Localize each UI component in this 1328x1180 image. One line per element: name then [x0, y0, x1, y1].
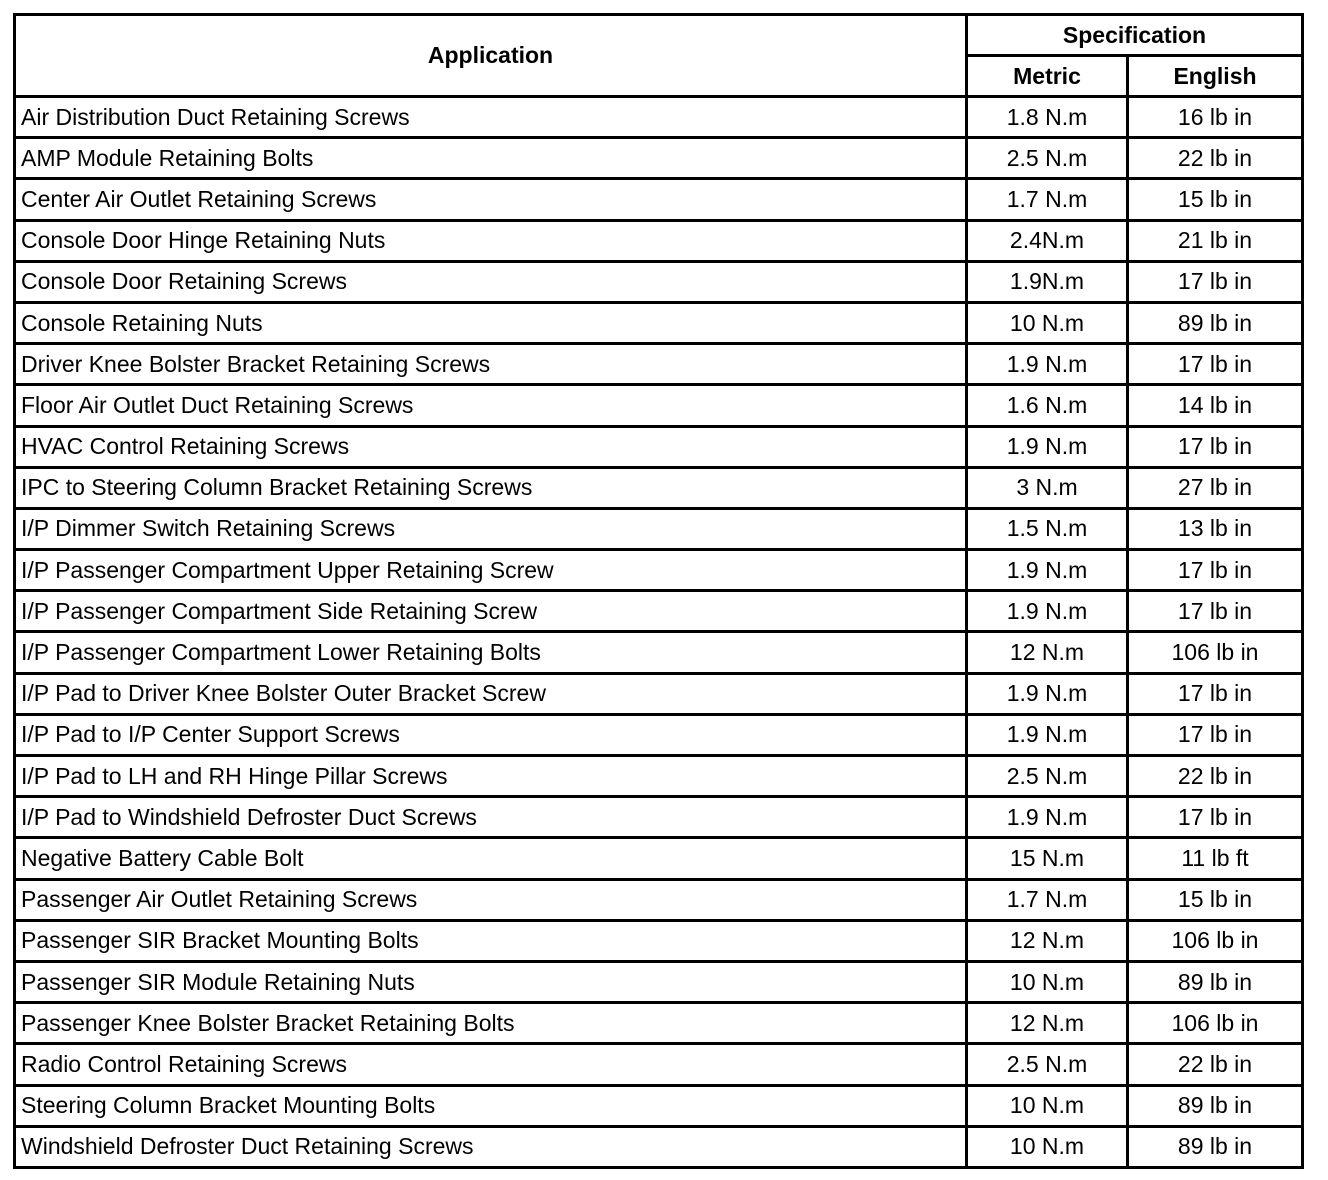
- metric-cell: 1.9N.m: [967, 261, 1128, 302]
- metric-cell: 2.4N.m: [967, 220, 1128, 261]
- application-cell: Passenger SIR Bracket Mounting Bolts: [15, 920, 967, 961]
- application-cell: Steering Column Bracket Mounting Bolts: [15, 1085, 967, 1126]
- english-cell: 16 lb in: [1128, 97, 1303, 138]
- english-cell: 17 lb in: [1128, 550, 1303, 591]
- metric-cell: 12 N.m: [967, 920, 1128, 961]
- english-cell: 89 lb in: [1128, 1126, 1303, 1167]
- metric-cell: 12 N.m: [967, 632, 1128, 673]
- english-cell: 15 lb in: [1128, 179, 1303, 220]
- metric-cell: 15 N.m: [967, 838, 1128, 879]
- english-cell: 22 lb in: [1128, 138, 1303, 179]
- english-cell: 106 lb in: [1128, 1003, 1303, 1044]
- application-cell: Console Door Hinge Retaining Nuts: [15, 220, 967, 261]
- table-row: [15, 179, 1303, 220]
- english-cell: 17 lb in: [1128, 714, 1303, 755]
- metric-cell: 1.8 N.m: [967, 97, 1128, 138]
- table-row: [15, 550, 1303, 591]
- metric-cell: 1.7 N.m: [967, 879, 1128, 920]
- table-row: [15, 467, 1303, 508]
- application-cell: Console Door Retaining Screws: [15, 261, 967, 302]
- table-row: [15, 961, 1303, 1002]
- metric-cell: 1.9 N.m: [967, 426, 1128, 467]
- application-cell: Radio Control Retaining Screws: [15, 1044, 967, 1085]
- metric-header: Metric: [967, 56, 1128, 97]
- metric-cell: 1.9 N.m: [967, 797, 1128, 838]
- metric-cell: 1.7 N.m: [967, 179, 1128, 220]
- table-row: [15, 97, 1303, 138]
- table-row: [15, 632, 1303, 673]
- table-row: [15, 1003, 1303, 1044]
- table-row: [15, 797, 1303, 838]
- table-row: [15, 261, 1303, 302]
- table-row: [15, 508, 1303, 549]
- metric-cell: 1.9 N.m: [967, 714, 1128, 755]
- application-cell: Floor Air Outlet Duct Retaining Screws: [15, 385, 967, 426]
- application-cell: I/P Pad to I/P Center Support Screws: [15, 714, 967, 755]
- specification-header: Specification: [967, 15, 1303, 56]
- application-cell: I/P Pad to Driver Knee Bolster Outer Bracket Screw: [15, 673, 967, 714]
- application-cell: HVAC Control Retaining Screws: [15, 426, 967, 467]
- english-cell: 17 lb in: [1128, 797, 1303, 838]
- application-cell: Passenger SIR Module Retaining Nuts: [15, 961, 967, 1002]
- application-cell: Passenger Knee Bolster Bracket Retaining Bolts: [15, 1003, 967, 1044]
- english-cell: 14 lb in: [1128, 385, 1303, 426]
- table-row: [15, 1085, 1303, 1126]
- application-cell: I/P Passenger Compartment Upper Retaining Screw: [15, 550, 967, 591]
- metric-cell: 2.5 N.m: [967, 138, 1128, 179]
- table-header: [15, 15, 1303, 97]
- english-cell: 17 lb in: [1128, 591, 1303, 632]
- metric-cell: 1.6 N.m: [967, 385, 1128, 426]
- english-cell: 27 lb in: [1128, 467, 1303, 508]
- metric-cell: 1.5 N.m: [967, 508, 1128, 549]
- english-cell: 106 lb in: [1128, 632, 1303, 673]
- table-row: [15, 426, 1303, 467]
- table-row: [15, 220, 1303, 261]
- application-cell: AMP Module Retaining Bolts: [15, 138, 967, 179]
- english-cell: 89 lb in: [1128, 1085, 1303, 1126]
- application-cell: Driver Knee Bolster Bracket Retaining Screws: [15, 344, 967, 385]
- application-cell: Passenger Air Outlet Retaining Screws: [15, 879, 967, 920]
- application-cell: I/P Passenger Compartment Lower Retaining Bolts: [15, 632, 967, 673]
- table-row: [15, 838, 1303, 879]
- english-header: English: [1128, 56, 1303, 97]
- metric-cell: 1.9 N.m: [967, 550, 1128, 591]
- metric-cell: 2.5 N.m: [967, 756, 1128, 797]
- application-header: Application: [15, 15, 967, 97]
- table-row: [15, 879, 1303, 920]
- table-row: [15, 302, 1303, 343]
- metric-cell: 10 N.m: [967, 302, 1128, 343]
- table-row: [15, 920, 1303, 961]
- application-cell: Air Distribution Duct Retaining Screws: [15, 97, 967, 138]
- english-cell: 13 lb in: [1128, 508, 1303, 549]
- application-cell: IPC to Steering Column Bracket Retaining Screws: [15, 467, 967, 508]
- table-body: [15, 97, 1303, 1168]
- metric-cell: 10 N.m: [967, 961, 1128, 1002]
- metric-cell: 2.5 N.m: [967, 1044, 1128, 1085]
- application-cell: Negative Battery Cable Bolt: [15, 838, 967, 879]
- english-cell: 106 lb in: [1128, 920, 1303, 961]
- table-row: [15, 673, 1303, 714]
- metric-cell: 10 N.m: [967, 1085, 1128, 1126]
- metric-cell: 1.9 N.m: [967, 344, 1128, 385]
- metric-cell: 1.9 N.m: [967, 673, 1128, 714]
- english-cell: 11 lb ft: [1128, 838, 1303, 879]
- application-cell: I/P Pad to Windshield Defroster Duct Screws: [15, 797, 967, 838]
- english-cell: 89 lb in: [1128, 961, 1303, 1002]
- table-row: [15, 344, 1303, 385]
- english-cell: 22 lb in: [1128, 1044, 1303, 1085]
- application-cell: I/P Pad to LH and RH Hinge Pillar Screws: [15, 756, 967, 797]
- metric-cell: 10 N.m: [967, 1126, 1128, 1167]
- application-cell: I/P Dimmer Switch Retaining Screws: [15, 508, 967, 549]
- table-row: [15, 714, 1303, 755]
- english-cell: 22 lb in: [1128, 756, 1303, 797]
- application-cell: Windshield Defroster Duct Retaining Screws: [15, 1126, 967, 1167]
- application-cell: Center Air Outlet Retaining Screws: [15, 179, 967, 220]
- english-cell: 15 lb in: [1128, 879, 1303, 920]
- table-row: [15, 756, 1303, 797]
- table-row: [15, 385, 1303, 426]
- english-cell: 89 lb in: [1128, 302, 1303, 343]
- table-row: [15, 591, 1303, 632]
- english-cell: 17 lb in: [1128, 344, 1303, 385]
- table-row: [15, 1044, 1303, 1085]
- application-cell: Console Retaining Nuts: [15, 302, 967, 343]
- english-cell: 17 lb in: [1128, 426, 1303, 467]
- metric-cell: 3 N.m: [967, 467, 1128, 508]
- application-cell: I/P Passenger Compartment Side Retaining Screw: [15, 591, 967, 632]
- table-row: [15, 1126, 1303, 1167]
- english-cell: 21 lb in: [1128, 220, 1303, 261]
- metric-cell: 12 N.m: [967, 1003, 1128, 1044]
- metric-cell: 1.9 N.m: [967, 591, 1128, 632]
- english-cell: 17 lb in: [1128, 261, 1303, 302]
- fastener-tightening-specifications-table: [13, 13, 1304, 1169]
- english-cell: 17 lb in: [1128, 673, 1303, 714]
- table-row: [15, 138, 1303, 179]
